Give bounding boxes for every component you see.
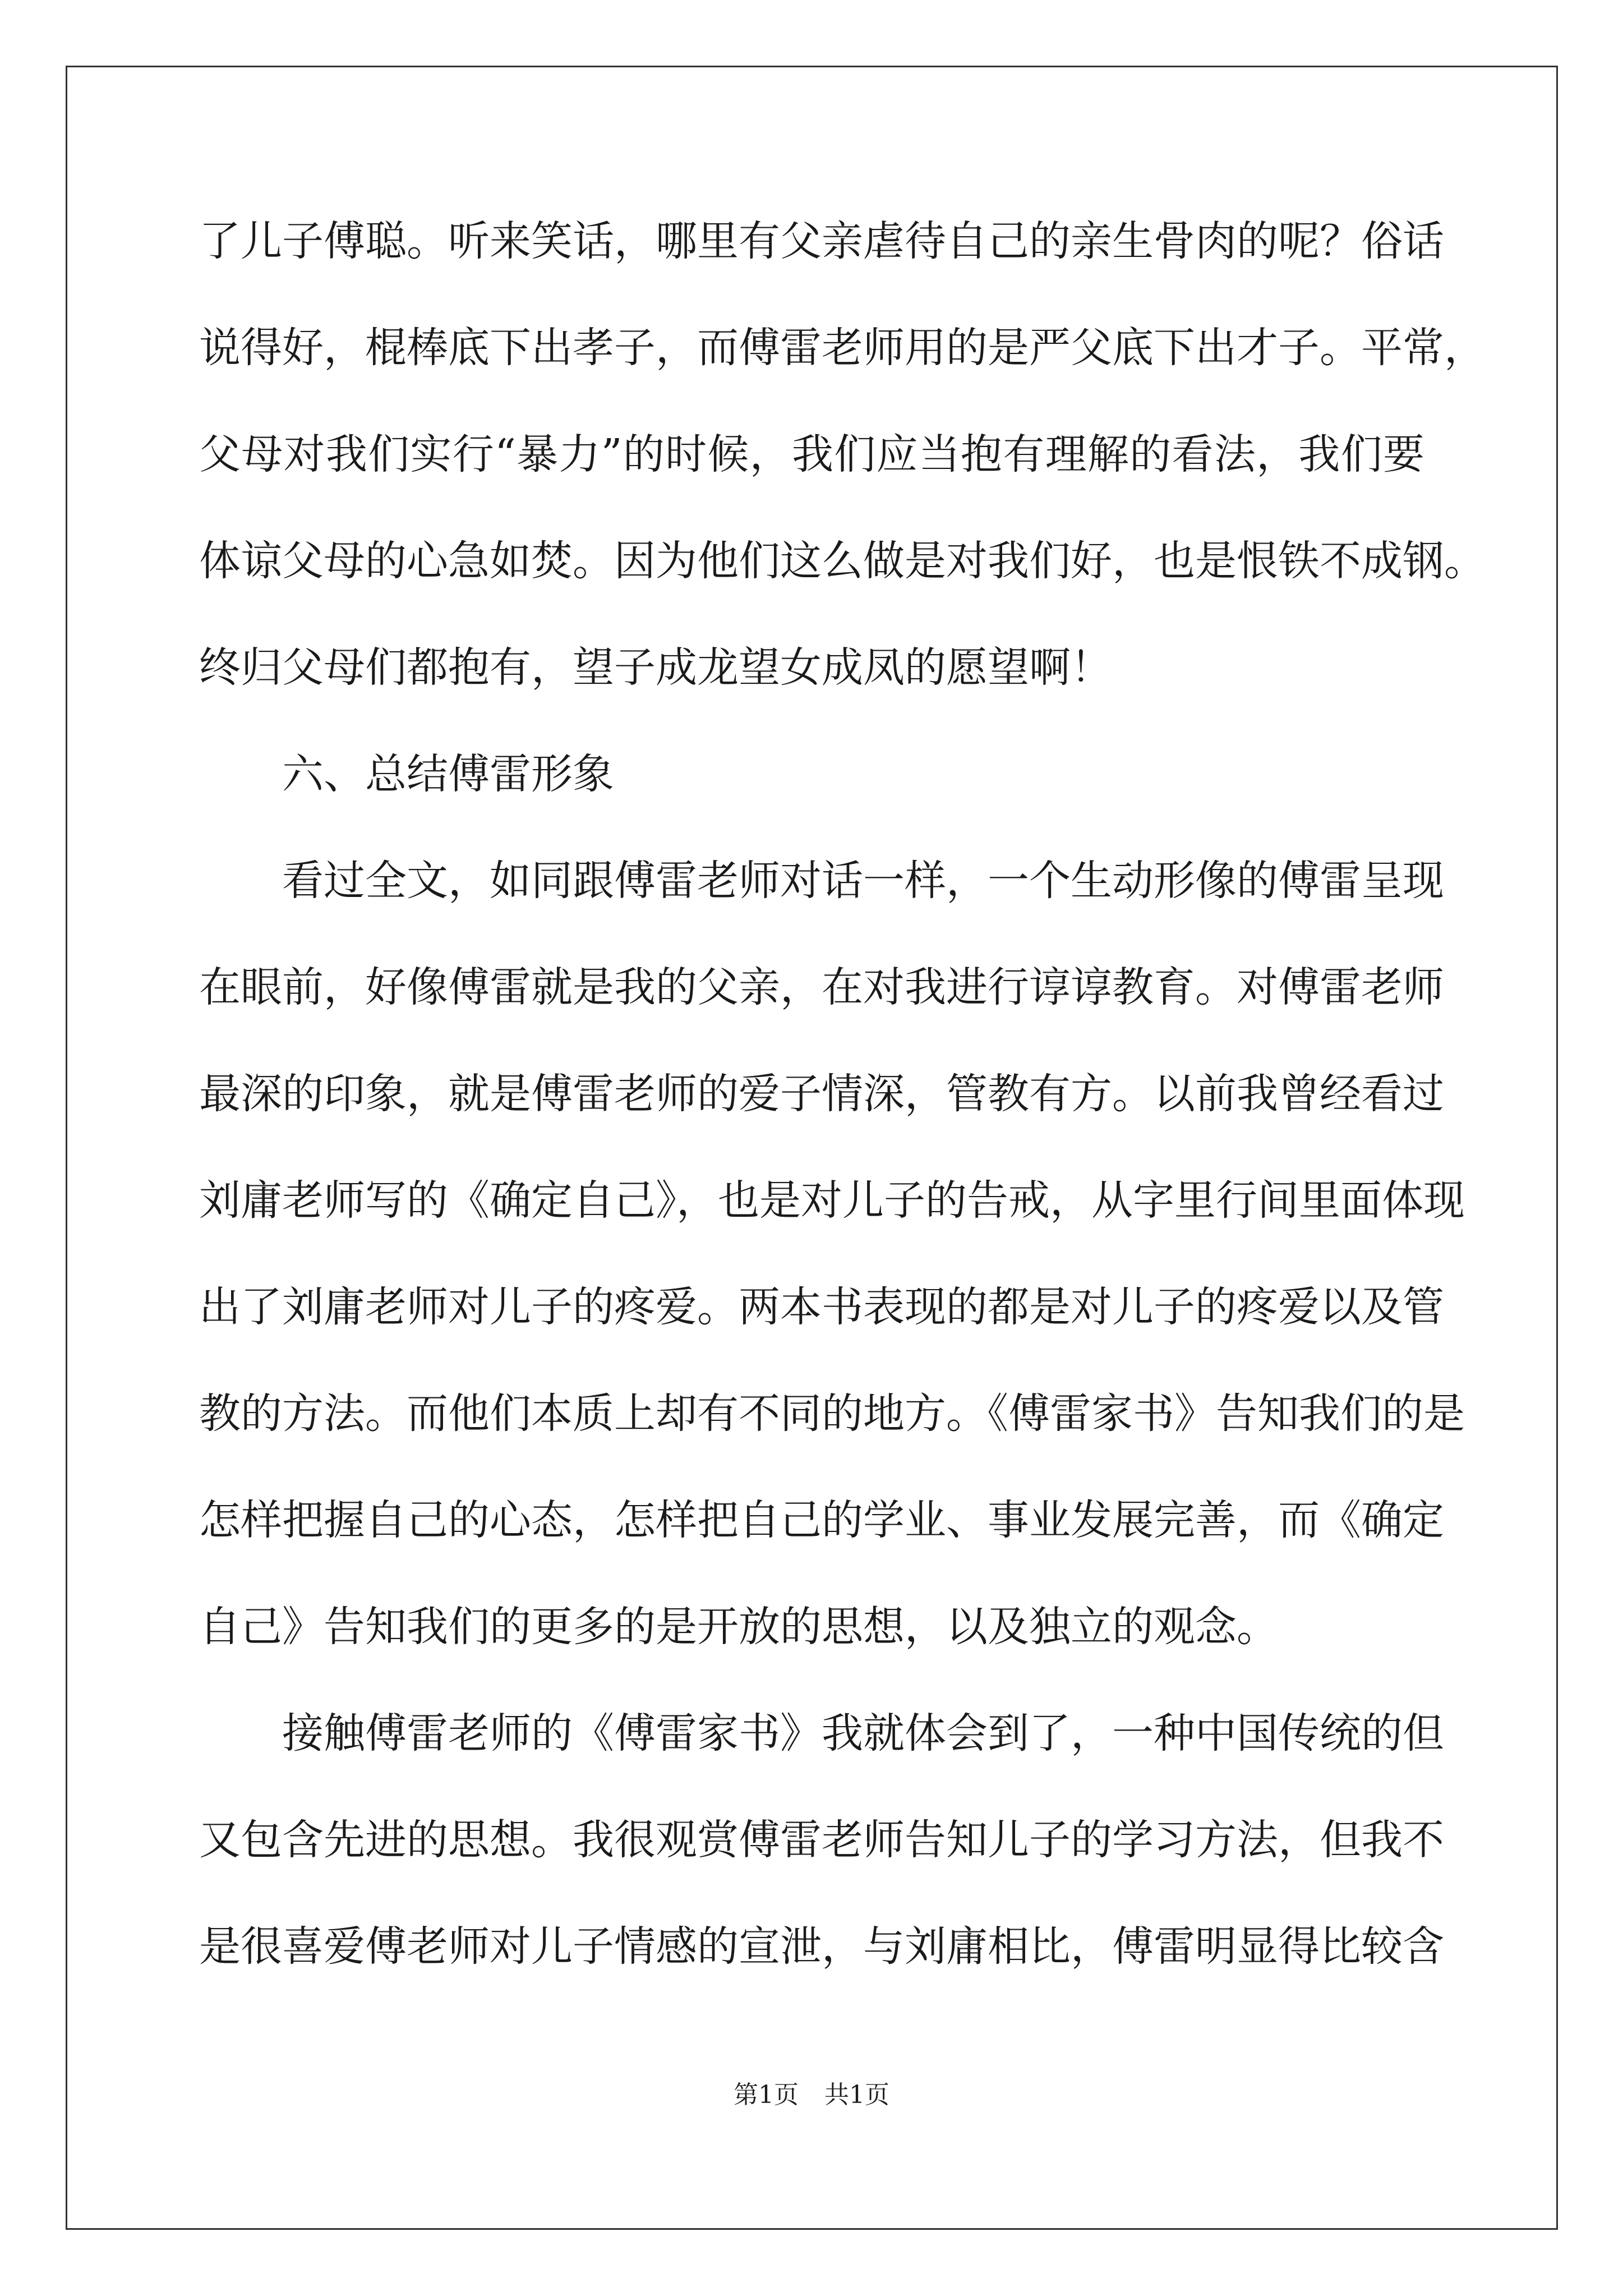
page-border xyxy=(66,66,1558,2230)
page-footer xyxy=(0,2074,1623,2110)
page-number: 第1页 xyxy=(734,2081,799,2109)
text-line: 接触傅雷老师的《傅雷家书》我就体会到了，一种中国传统的但 xyxy=(282,1709,1444,1757)
text-line: 是很喜爱傅老师对儿子情感的宣泄，与刘庸相比，傅雷明显得比较含 xyxy=(199,1922,1444,1971)
text-line: 在眼前，好像傅雷就是我的父亲，在对我进行谆谆教育。对傅雷老师 xyxy=(199,963,1444,1011)
text-line: 体谅父母的心急如焚。因为他们这么做是对我们好，也是恨铁不成钢。 xyxy=(199,537,1486,585)
text-line: 又包含先进的思想。我很观赏傅雷老师告知儿子的学习方法，但我不 xyxy=(199,1816,1444,1864)
text-line: 终归父母们都抱有，望子成龙望女成凤的愿望啊！ xyxy=(199,643,1112,692)
text-line: 刘庸老师写的《确定自己》，也是对儿子的告戒，从字里行间里面体现 xyxy=(199,1176,1465,1225)
section-heading: 六、总结傅雷形象 xyxy=(282,750,614,798)
text-line: 教的方法。而他们本质上却有不同的地方。《傅雷家书》告知我们的是 xyxy=(199,1389,1465,1438)
text-line: 父母对我们实行“暴力”的时候，我们应当抱有理解的看法，我们要 xyxy=(199,430,1424,478)
text-line: 了儿子傅聪。听来笑话，哪里有父亲虐待自己的亲生骨肉的呢？俗话 xyxy=(199,217,1444,265)
text-line: 看过全文，如同跟傅雷老师对话一样，一个生动形像的傅雷呈现 xyxy=(282,857,1444,905)
text-line: 自己》告知我们的更多的是开放的思想，以及独立的观念。 xyxy=(199,1603,1278,1651)
text-line: 说得好，棍棒底下出孝子，而傅雷老师用的是严父底下出才子。平常， xyxy=(199,324,1486,372)
text-line: 最深的印象，就是傅雷老师的爱子情深，管教有方。以前我曾经看过 xyxy=(199,1070,1444,1118)
page-total: 共1页 xyxy=(824,2081,889,2109)
text-line: 出了刘庸老师对儿子的疼爱。两本书表现的都是对儿子的疼爱以及管 xyxy=(199,1283,1444,1331)
text-line: 怎样把握自己的心态，怎样把自己的学业、事业发展完善，而《确定 xyxy=(199,1496,1444,1544)
